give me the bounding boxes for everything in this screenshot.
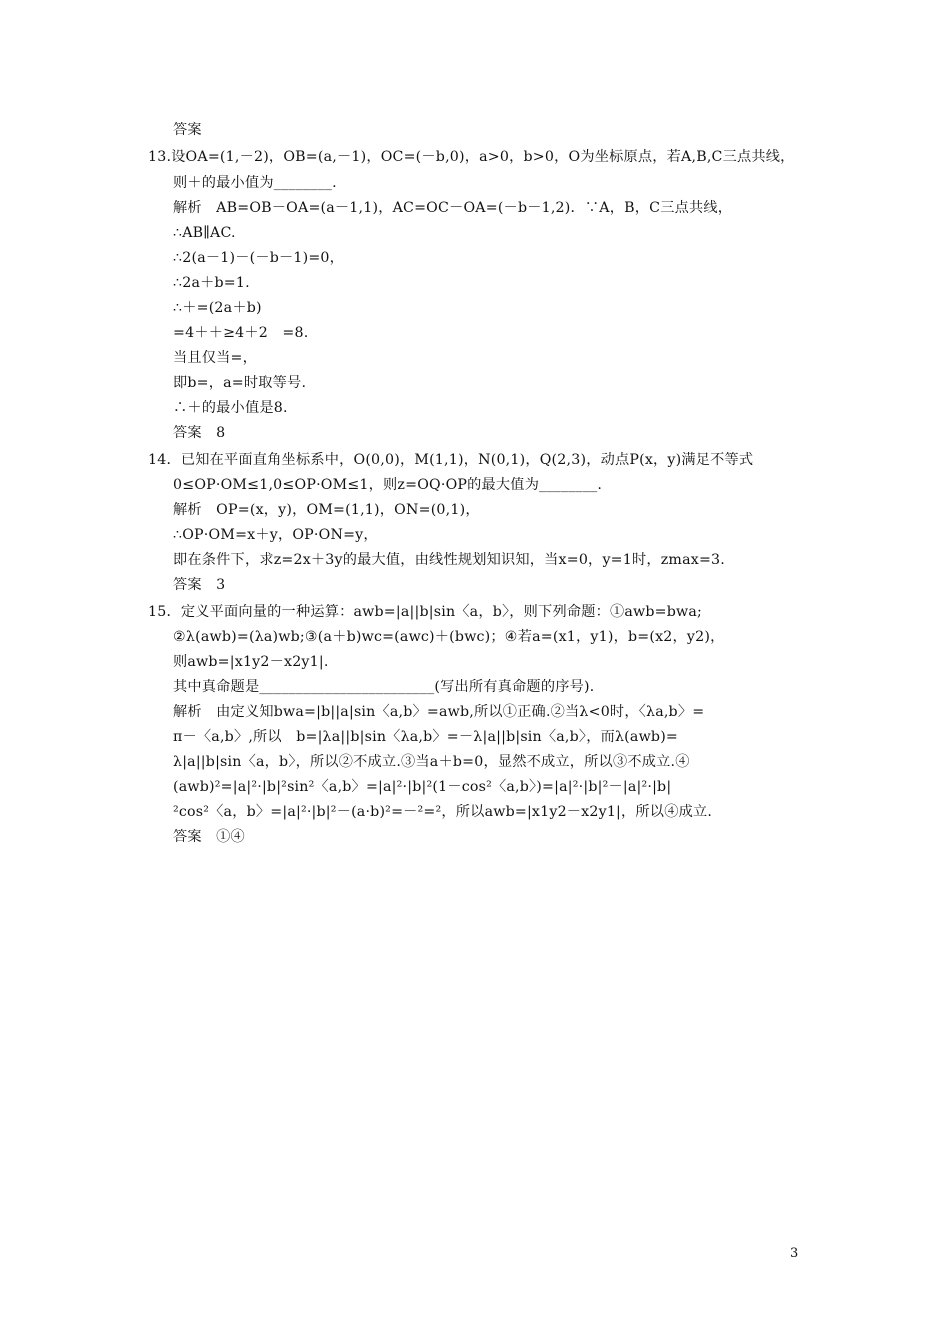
solution-13-line-2: ∴AB∥AC. xyxy=(173,225,236,241)
solution-13-line-4: ∴2a＋b=1. xyxy=(173,275,250,291)
solution-14-line-2: ∴OP·OM=x＋y，OP·ON=y， xyxy=(173,527,378,543)
answer-13: 答案 8 xyxy=(173,425,226,441)
solution-13-line-8: 即b=，a=时取等号. xyxy=(173,375,307,391)
answer-label-12: 答案 xyxy=(173,122,202,138)
solution-13-line-1: 解析 AB=OB－OA=(a－1,1)，AC=OC－OA=(－b－1,2)．∵A，B，C三点共线， xyxy=(173,200,733,216)
answer-15: 答案 ①④ xyxy=(173,829,245,845)
solution-13-line-7: 当且仅当=， xyxy=(173,350,258,366)
solution-13-line-9: ∴＋的最小值是8. xyxy=(173,400,288,416)
solution-14-line-3: 即在条件下，求z=2x＋3y的最大值，由线性规划知识知，当x=0，y=1时，zmax=3. xyxy=(173,552,725,568)
problem-13-line-1: 13.设OA=(1,－2)，OB=(a,－1)，OC=(－b,0)，a>0，b>0，O为坐标原点，若A,B,C三点共线， xyxy=(148,149,795,165)
solution-15-line-4: (awb)²=|a|²·|b|²sin²〈a,b〉=|a|²·|b|²(1－cos²〈a,b〉)=|a|²·|b|²－|a|²·|b| xyxy=(173,779,672,795)
solution-15-line-2: π－〈a,b〉,所以 b=|λa||b|sin〈λa,b〉=－λ|a||b|sin〈a,b〉，而λ(awb)= xyxy=(173,729,679,745)
problem-14-line-2: 0≤OP·OM≤1,0≤OP·OM≤1，则z=OQ·OP的最大值为________. xyxy=(173,477,603,493)
solution-15-line-3: λ|a||b|sin〈a，b〉，所以②不成立.③当a＋b=0，显然不成立，所以③不成立.④ xyxy=(173,754,690,770)
solution-13-line-6: =4＋＋≥4＋2 =8. xyxy=(173,325,309,341)
problem-14-line-1: 14．已知在平面直角坐标系中，O(0,0)，M(1,1)，N(0,1)，Q(2,3)，动点P(x，y)满足不等式 xyxy=(148,452,754,468)
solution-14-line-1: 解析 OP=(x，y)，OM=(1,1)，ON=(0,1)， xyxy=(173,502,480,518)
problem-15-line-2: ②λ(awb)=(λa)wb;③(a＋b)wc=(awc)＋(bwc)；④若a=(x1，y1)，b=(x2，y2)， xyxy=(173,629,725,645)
problem-15-line-1: 15．定义平面向量的一种运算：awb=|a||b|sin〈a，b〉，则下列命题：①awb=bwa; xyxy=(148,604,703,620)
solution-13-line-5: ∴＋=(2a＋b) xyxy=(173,300,262,316)
problem-15-line-3: 则awb=|x1y2－x2y1|. xyxy=(173,654,329,670)
problem-13-line-2: 则＋的最小值为________. xyxy=(173,175,337,191)
solution-15-line-1: 解析 由定义知bwa=|b||a|sin〈a,b〉=awb,所以①正确.②当λ<0时，〈λa,b〉= xyxy=(173,704,705,720)
problem-15-line-4: 其中真命题是________________________(写出所有真命题的序号)． xyxy=(173,679,605,695)
solution-15-line-5: ²cos²〈a，b〉=|a|²·|b|²－(a·b)²=－²=²，所以awb=|x1y2－x2y1|，所以④成立. xyxy=(173,804,713,820)
page-number: 3 xyxy=(790,1246,799,1261)
solution-13-line-3: ∴2(a－1)－(－b－1)=0， xyxy=(173,250,345,266)
answer-14: 答案 3 xyxy=(173,577,226,593)
